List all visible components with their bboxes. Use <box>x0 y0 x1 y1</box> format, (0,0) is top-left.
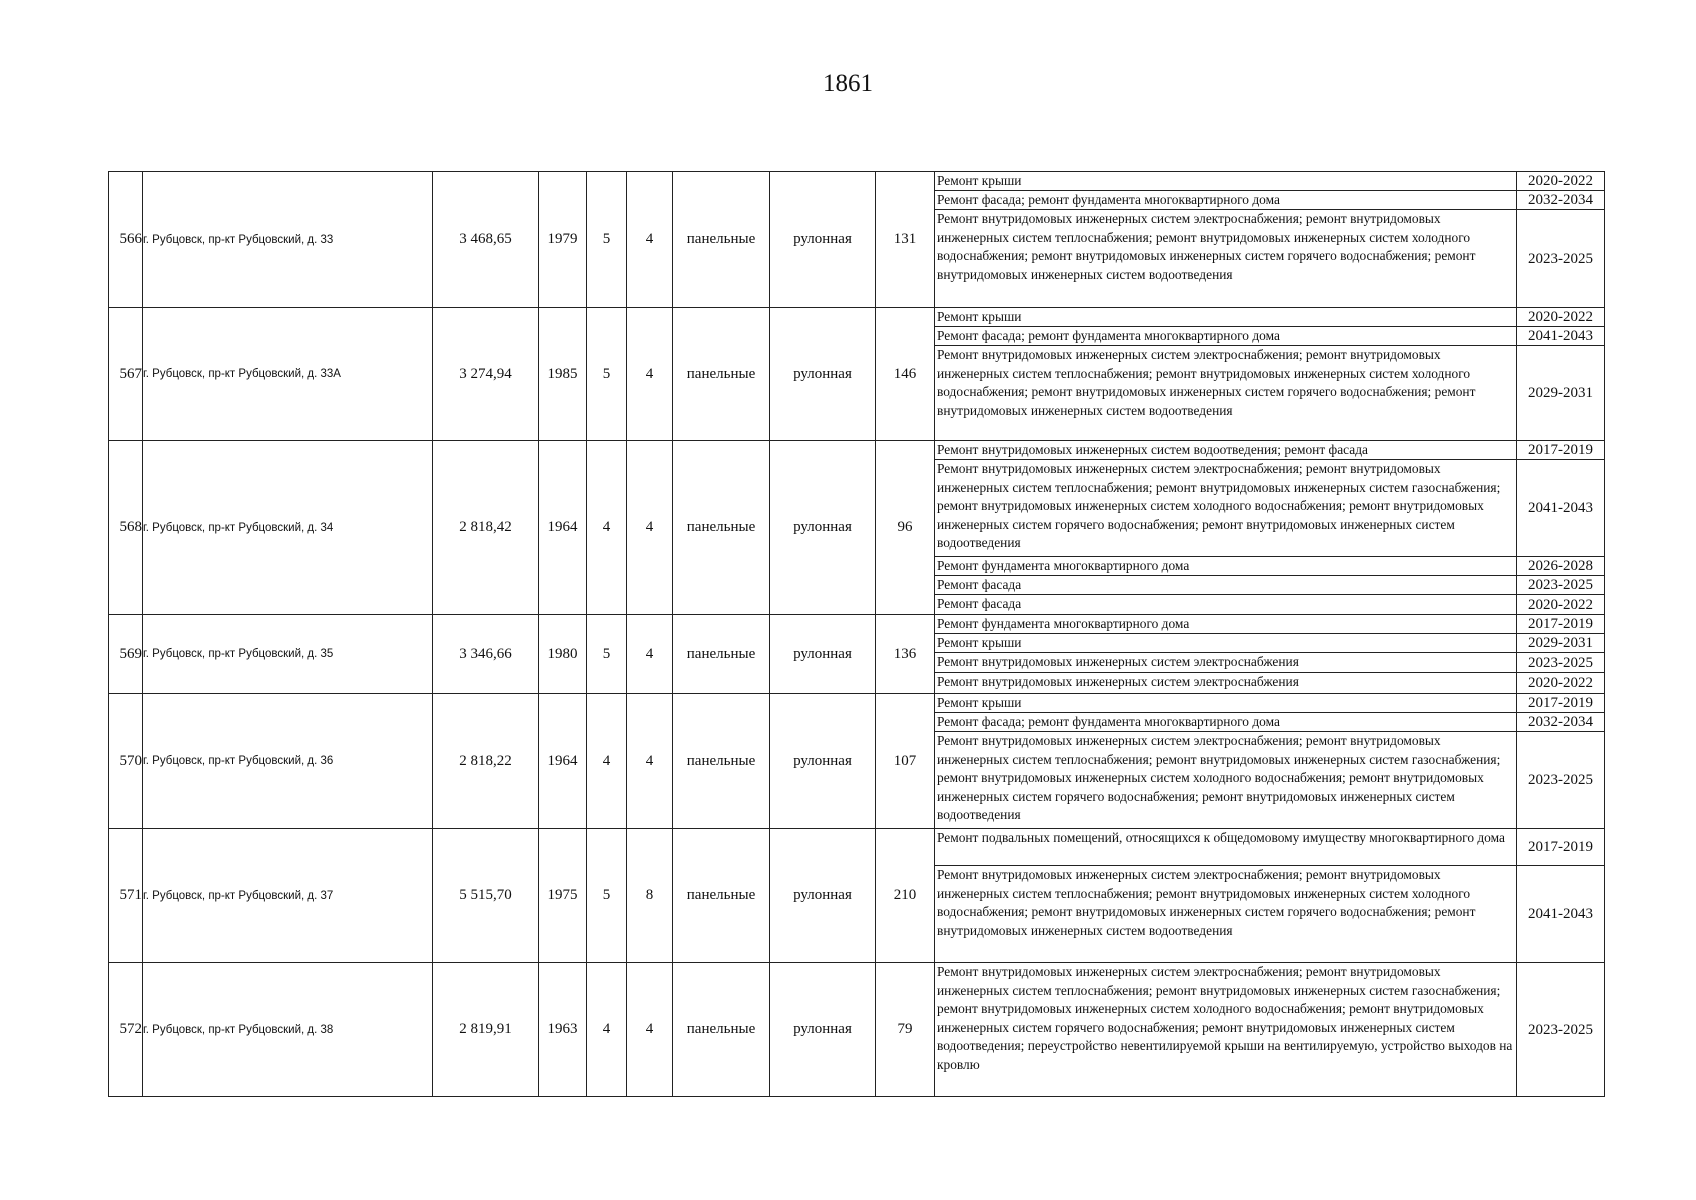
repair-work-name: Ремонт крыши <box>935 172 1517 190</box>
repair-work-period: 2020-2022 <box>1528 596 1593 613</box>
repair-work-name: Ремонт крыши <box>935 694 1517 712</box>
repair-work-period: 2020-2022 <box>1528 675 1593 691</box>
repair-work-name: Ремонт внутридомовых инженерных систем электроснабжения; ремонт внутридомовых инженерных систем теплоснабжения; ремонт внутридомовых инженерных систем газоснабжения; ремонт внутридомовых инженерных систем холодного водоснабжения; ремонт внутридомовых инженерных систем горячего водоснабжения; ремонт внутридомовых инженерных систем водоотведения <box>935 460 1517 556</box>
repair-work-item <box>935 866 1604 962</box>
repair-work-item <box>935 308 1604 327</box>
row-number: 572 <box>109 963 143 1097</box>
table-row <box>109 829 1605 963</box>
repair-work-name: Ремонт внутридомовых инженерных систем электроснабжения; ремонт внутридомовых инженерных систем теплоснабжения; ремонт внутридомовых инженерных систем газоснабжения; ремонт внутридомовых инженерных систем холодного водоснабжения; ремонт внутридомовых инженерных систем горячего водоснабжения; ремонт внутридомовых инженерных систем водоотведения <box>935 732 1517 828</box>
repair-work-item <box>935 191 1604 210</box>
repair-work-item <box>935 576 1604 595</box>
construction-year: 1964 <box>539 694 587 829</box>
entrance-count: 4 <box>627 963 673 1097</box>
housing-repair-table <box>108 171 1605 1097</box>
repair-work-name: Ремонт фасада <box>935 595 1517 614</box>
repair-work-name: Ремонт крыши <box>935 634 1517 652</box>
repair-work-item <box>935 694 1604 713</box>
wall-material: панельные <box>673 172 770 308</box>
repair-works-cell <box>935 694 1605 829</box>
resident-count: 131 <box>876 172 935 308</box>
floor-count: 5 <box>587 829 627 963</box>
repair-work-period: 2023-2025 <box>1528 654 1593 671</box>
resident-count: 210 <box>876 829 935 963</box>
wall-material: панельные <box>673 441 770 615</box>
floor-count: 4 <box>587 441 627 615</box>
repair-works-cell <box>935 441 1605 615</box>
repair-work-item <box>935 327 1604 346</box>
floor-count: 5 <box>587 172 627 308</box>
repair-works-cell <box>935 172 1605 308</box>
repair-work-name: Ремонт внутридомовых инженерных систем электроснабжения <box>935 673 1517 693</box>
repair-work-item <box>935 210 1604 307</box>
repair-works-cell <box>935 308 1605 441</box>
table-row <box>109 694 1605 829</box>
repair-work-name: Ремонт крыши <box>935 308 1517 326</box>
resident-count: 146 <box>876 308 935 441</box>
roof-type: рулонная <box>770 963 876 1097</box>
repair-work-period: 2023-2025 <box>1528 1021 1593 1038</box>
wall-material: панельные <box>673 615 770 694</box>
repair-work-name: Ремонт подвальных помещений, относящихся к общедомовому имуществу многоквартирного дома <box>935 829 1517 865</box>
repair-work-period: 2017-2019 <box>1528 695 1593 711</box>
roof-type: рулонная <box>770 172 876 308</box>
repair-work-item <box>935 673 1604 693</box>
row-number: 566 <box>109 172 143 308</box>
total-area: 2 818,42 <box>433 441 539 615</box>
repair-work-period: 2017-2019 <box>1528 839 1593 855</box>
floor-count: 4 <box>587 694 627 829</box>
wall-material: панельные <box>673 694 770 829</box>
construction-year: 1963 <box>539 963 587 1097</box>
repair-work-name: Ремонт внутридомовых инженерных систем электроснабжения <box>935 653 1517 672</box>
repair-work-period: 2023-2025 <box>1528 577 1593 593</box>
total-area: 3 468,65 <box>433 172 539 308</box>
floor-count: 4 <box>587 963 627 1097</box>
repair-work-name: Ремонт внутридомовых инженерных систем водоотведения; ремонт фасада <box>935 441 1517 459</box>
row-number: 570 <box>109 694 143 829</box>
total-area: 2 819,91 <box>433 963 539 1097</box>
wall-material: панельные <box>673 308 770 441</box>
wall-material: панельные <box>673 829 770 963</box>
table-row <box>109 441 1605 615</box>
construction-year: 1980 <box>539 615 587 694</box>
repair-work-period: 2029-2031 <box>1528 385 1593 401</box>
row-number: 569 <box>109 615 143 694</box>
repair-work-name: Ремонт фасада <box>935 576 1517 594</box>
repair-work-item <box>935 595 1604 614</box>
repair-work-item <box>935 732 1604 828</box>
total-area: 5 515,70 <box>433 829 539 963</box>
roof-type: рулонная <box>770 615 876 694</box>
entrance-count: 4 <box>627 694 673 829</box>
repair-work-period: 2017-2019 <box>1528 442 1593 458</box>
row-number: 567 <box>109 308 143 441</box>
floor-count: 5 <box>587 615 627 694</box>
repair-work-name: Ремонт внутридомовых инженерных систем электроснабжения; ремонт внутридомовых инженерных систем теплоснабжения; ремонт внутридомовых инженерных систем холодного водоснабжения; ремонт внутридомовых инженерных систем горячего водоснабжения; ремонт внутридомовых инженерных систем водоотведения <box>935 866 1517 962</box>
repair-work-item <box>935 172 1604 191</box>
repair-work-period: 2017-2019 <box>1528 616 1593 632</box>
repair-work-period: 2041-2043 <box>1528 328 1593 344</box>
total-area: 3 274,94 <box>433 308 539 441</box>
entrance-count: 4 <box>627 172 673 308</box>
repair-work-item <box>935 713 1604 732</box>
repair-work-item <box>935 963 1604 1096</box>
roof-type: рулонная <box>770 829 876 963</box>
house-address: г. Рубцовск, пр-кт Рубцовский, д. 34 <box>143 441 433 615</box>
house-address: г. Рубцовск, пр-кт Рубцовский, д. 33А <box>143 308 433 441</box>
table-row <box>109 172 1605 308</box>
house-address: г. Рубцовск, пр-кт Рубцовский, д. 38 <box>143 963 433 1097</box>
row-number: 571 <box>109 829 143 963</box>
repair-work-item <box>935 653 1604 673</box>
construction-year: 1985 <box>539 308 587 441</box>
repair-work-name: Ремонт фасада; ремонт фундамента многоквартирного дома <box>935 713 1517 731</box>
table-row <box>109 615 1605 694</box>
repair-work-period: 2041-2043 <box>1528 500 1593 516</box>
entrance-count: 4 <box>627 441 673 615</box>
repair-work-name: Ремонт фундамента многоквартирного дома <box>935 615 1517 633</box>
table-row <box>109 308 1605 441</box>
house-address: г. Рубцовск, пр-кт Рубцовский, д. 35 <box>143 615 433 694</box>
repair-works-cell <box>935 963 1605 1097</box>
repair-work-item <box>935 615 1604 634</box>
repair-work-name: Ремонт фасада; ремонт фундамента многоквартирного дома <box>935 191 1517 209</box>
entrance-count: 4 <box>627 615 673 694</box>
roof-type: рулонная <box>770 308 876 441</box>
repair-work-item <box>935 460 1604 557</box>
repair-work-name: Ремонт фасада; ремонт фундамента многоквартирного дома <box>935 327 1517 345</box>
roof-type: рулонная <box>770 441 876 615</box>
house-address: г. Рубцовск, пр-кт Рубцовский, д. 37 <box>143 829 433 963</box>
repair-work-name: Ремонт внутридомовых инженерных систем электроснабжения; ремонт внутридомовых инженерных систем теплоснабжения; ремонт внутридомовых инженерных систем холодного водоснабжения; ремонт внутридомовых инженерных систем горячего водоснабжения; ремонт внутридомовых инженерных систем водоотведения <box>935 346 1517 440</box>
repair-work-name: Ремонт внутридомовых инженерных систем электроснабжения; ремонт внутридомовых инженерных систем теплоснабжения; ремонт внутридомовых инженерных систем газоснабжения; ремонт внутридомовых инженерных систем холодного водоснабжения; ремонт внутридомовых инженерных систем горячего водоснабжения; ремонт внутридомовых инженерных систем водоотведения; переустройство невентилируемой крыши на вентилируемую, устройство выходов на кровлю <box>935 963 1517 1096</box>
repair-work-item <box>935 557 1604 576</box>
roof-type: рулонная <box>770 694 876 829</box>
repair-work-period: 2020-2022 <box>1528 309 1593 325</box>
repair-work-period: 2029-2031 <box>1528 635 1593 651</box>
repair-work-period: 2020-2022 <box>1528 173 1593 189</box>
page-number: 1861 <box>823 70 873 97</box>
repair-work-period: 2032-2034 <box>1528 192 1593 208</box>
repair-work-item <box>935 441 1604 460</box>
floor-count: 5 <box>587 308 627 441</box>
repair-work-item <box>935 829 1604 866</box>
construction-year: 1975 <box>539 829 587 963</box>
resident-count: 79 <box>876 963 935 1097</box>
house-address: г. Рубцовск, пр-кт Рубцовский, д. 33 <box>143 172 433 308</box>
table-row <box>109 963 1605 1097</box>
resident-count: 107 <box>876 694 935 829</box>
repair-works-cell <box>935 615 1605 694</box>
repair-work-name: Ремонт фундамента многоквартирного дома <box>935 557 1517 575</box>
repair-works-cell <box>935 829 1605 963</box>
row-number: 568 <box>109 441 143 615</box>
repair-work-name: Ремонт внутридомовых инженерных систем электроснабжения; ремонт внутридомовых инженерных систем теплоснабжения; ремонт внутридомовых инженерных систем холодного водоснабжения; ремонт внутридомовых инженерных систем горячего водоснабжения; ремонт внутридомовых инженерных систем водоотведения <box>935 210 1517 307</box>
resident-count: 136 <box>876 615 935 694</box>
total-area: 3 346,66 <box>433 615 539 694</box>
entrance-count: 4 <box>627 308 673 441</box>
repair-work-period: 2026-2028 <box>1528 558 1593 574</box>
repair-work-period: 2032-2034 <box>1528 714 1593 730</box>
resident-count: 96 <box>876 441 935 615</box>
construction-year: 1964 <box>539 441 587 615</box>
wall-material: панельные <box>673 963 770 1097</box>
entrance-count: 8 <box>627 829 673 963</box>
repair-work-item <box>935 634 1604 653</box>
repair-work-period: 2023-2025 <box>1528 772 1593 788</box>
repair-work-period: 2023-2025 <box>1528 250 1593 267</box>
repair-work-period: 2041-2043 <box>1528 906 1593 922</box>
house-address: г. Рубцовск, пр-кт Рубцовский, д. 36 <box>143 694 433 829</box>
repair-work-item <box>935 346 1604 440</box>
total-area: 2 818,22 <box>433 694 539 829</box>
construction-year: 1979 <box>539 172 587 308</box>
